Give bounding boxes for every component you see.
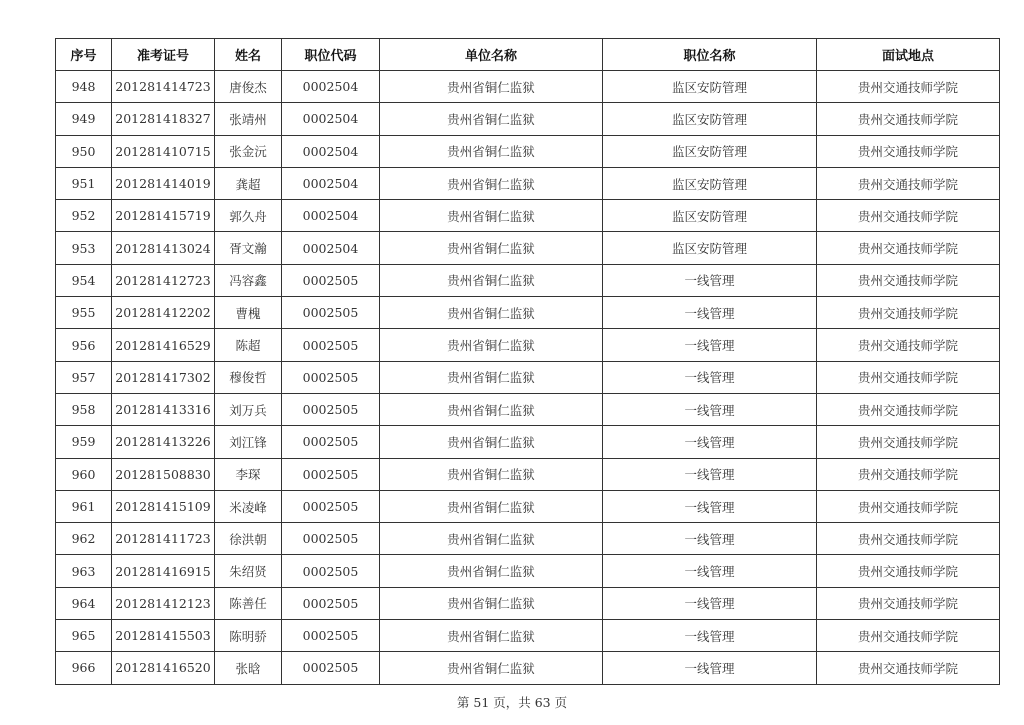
cell-name: 曹槐 xyxy=(215,297,282,329)
cell-ticket-number: 201281416520 xyxy=(112,652,215,684)
cell-ticket-number: 201281417302 xyxy=(112,361,215,393)
cell-name: 胥文瀚 xyxy=(215,232,282,264)
cell-interview-location: 贵州交通技师学院 xyxy=(817,523,1000,555)
cell-position-code: 0002504 xyxy=(282,103,380,135)
cell-unit-name: 贵州省铜仁监狱 xyxy=(380,523,603,555)
cell-interview-location: 贵州交通技师学院 xyxy=(817,587,1000,619)
cell-seq: 959 xyxy=(56,426,112,458)
cell-position-name: 一线管理 xyxy=(603,264,817,296)
cell-unit-name: 贵州省铜仁监狱 xyxy=(380,71,603,103)
cell-unit-name: 贵州省铜仁监狱 xyxy=(380,135,603,167)
cell-position-code: 0002505 xyxy=(282,490,380,522)
table-row xyxy=(56,490,1000,522)
cell-ticket-number: 201281414019 xyxy=(112,167,215,199)
page-footer: 第 51 页，共 63 页 xyxy=(456,695,568,710)
cell-seq: 961 xyxy=(56,490,112,522)
cell-position-code: 0002504 xyxy=(282,200,380,232)
cell-name: 郭久舟 xyxy=(215,200,282,232)
cell-interview-location: 贵州交通技师学院 xyxy=(817,71,1000,103)
cell-interview-location: 贵州交通技师学院 xyxy=(817,103,1000,135)
table-row xyxy=(56,329,1000,361)
cell-ticket-number: 201281412202 xyxy=(112,297,215,329)
cell-unit-name: 贵州省铜仁监狱 xyxy=(380,297,603,329)
table-row xyxy=(56,426,1000,458)
col-header-interview-location: 面试地点 xyxy=(817,39,1000,71)
cell-position-code: 0002505 xyxy=(282,264,380,296)
cell-ticket-number: 201281415109 xyxy=(112,490,215,522)
cell-position-name: 监区安防管理 xyxy=(603,232,817,264)
col-header-unit-name: 单位名称 xyxy=(380,39,603,71)
cell-interview-location: 贵州交通技师学院 xyxy=(817,458,1000,490)
cell-name: 张晗 xyxy=(215,652,282,684)
cell-name: 张靖州 xyxy=(215,103,282,135)
cell-seq: 962 xyxy=(56,523,112,555)
cell-seq: 953 xyxy=(56,232,112,264)
cell-interview-location: 贵州交通技师学院 xyxy=(817,264,1000,296)
cell-unit-name: 贵州省铜仁监狱 xyxy=(380,555,603,587)
cell-position-code: 0002505 xyxy=(282,523,380,555)
cell-position-code: 0002505 xyxy=(282,361,380,393)
col-header-name: 姓名 xyxy=(215,39,282,71)
col-header-position-code: 职位代码 xyxy=(282,39,380,71)
cell-name: 刘江锋 xyxy=(215,426,282,458)
col-header-ticket-number: 准考证号 xyxy=(112,39,215,71)
cell-seq: 949 xyxy=(56,103,112,135)
table-row xyxy=(56,232,1000,264)
cell-ticket-number: 201281416915 xyxy=(112,555,215,587)
cell-position-code: 0002505 xyxy=(282,297,380,329)
cell-ticket-number: 201281415719 xyxy=(112,200,215,232)
table-row xyxy=(56,264,1000,296)
table-row xyxy=(56,71,1000,103)
table-row xyxy=(56,167,1000,199)
cell-position-name: 一线管理 xyxy=(603,361,817,393)
cell-position-code: 0002505 xyxy=(282,587,380,619)
cell-position-name: 监区安防管理 xyxy=(603,200,817,232)
cell-position-name: 监区安防管理 xyxy=(603,71,817,103)
cell-name: 陈善任 xyxy=(215,587,282,619)
cell-name: 陈超 xyxy=(215,329,282,361)
candidate-table xyxy=(55,38,1000,685)
cell-unit-name: 贵州省铜仁监狱 xyxy=(380,232,603,264)
cell-ticket-number: 201281414723 xyxy=(112,71,215,103)
table-row xyxy=(56,135,1000,167)
cell-interview-location: 贵州交通技师学院 xyxy=(817,361,1000,393)
cell-interview-location: 贵州交通技师学院 xyxy=(817,393,1000,425)
cell-unit-name: 贵州省铜仁监狱 xyxy=(380,426,603,458)
cell-seq: 960 xyxy=(56,458,112,490)
cell-position-name: 一线管理 xyxy=(603,297,817,329)
cell-position-code: 0002505 xyxy=(282,393,380,425)
cell-unit-name: 贵州省铜仁监狱 xyxy=(380,458,603,490)
table-body xyxy=(56,71,1000,685)
table-row xyxy=(56,652,1000,684)
cell-interview-location: 贵州交通技师学院 xyxy=(817,200,1000,232)
col-header-position-name: 职位名称 xyxy=(603,39,817,71)
cell-seq: 954 xyxy=(56,264,112,296)
table-row xyxy=(56,458,1000,490)
cell-position-name: 一线管理 xyxy=(603,652,817,684)
cell-seq: 952 xyxy=(56,200,112,232)
cell-unit-name: 贵州省铜仁监狱 xyxy=(380,200,603,232)
cell-unit-name: 贵州省铜仁监狱 xyxy=(380,490,603,522)
cell-position-code: 0002505 xyxy=(282,555,380,587)
cell-position-name: 一线管理 xyxy=(603,393,817,425)
cell-position-name: 监区安防管理 xyxy=(603,167,817,199)
cell-name: 张金沅 xyxy=(215,135,282,167)
cell-position-name: 监区安防管理 xyxy=(603,135,817,167)
cell-interview-location: 贵州交通技师学院 xyxy=(817,232,1000,264)
cell-interview-location: 贵州交通技师学院 xyxy=(817,490,1000,522)
cell-ticket-number: 201281411723 xyxy=(112,523,215,555)
cell-seq: 956 xyxy=(56,329,112,361)
cell-position-code: 0002505 xyxy=(282,620,380,652)
cell-ticket-number: 201281412123 xyxy=(112,587,215,619)
cell-interview-location: 贵州交通技师学院 xyxy=(817,652,1000,684)
table-row xyxy=(56,587,1000,619)
cell-ticket-number: 201281410715 xyxy=(112,135,215,167)
cell-ticket-number: 201281415503 xyxy=(112,620,215,652)
col-header-seq: 序号 xyxy=(56,39,112,71)
cell-seq: 963 xyxy=(56,555,112,587)
cell-ticket-number: 201281413226 xyxy=(112,426,215,458)
cell-position-code: 0002505 xyxy=(282,458,380,490)
cell-seq: 957 xyxy=(56,361,112,393)
cell-position-name: 一线管理 xyxy=(603,587,817,619)
cell-position-name: 一线管理 xyxy=(603,458,817,490)
cell-seq: 951 xyxy=(56,167,112,199)
cell-name: 龚超 xyxy=(215,167,282,199)
table-row xyxy=(56,523,1000,555)
cell-name: 朱绍贤 xyxy=(215,555,282,587)
table-row xyxy=(56,393,1000,425)
cell-unit-name: 贵州省铜仁监狱 xyxy=(380,167,603,199)
cell-interview-location: 贵州交通技师学院 xyxy=(817,297,1000,329)
cell-name: 米凌峰 xyxy=(215,490,282,522)
cell-ticket-number: 201281413024 xyxy=(112,232,215,264)
cell-interview-location: 贵州交通技师学院 xyxy=(817,329,1000,361)
cell-position-name: 一线管理 xyxy=(603,555,817,587)
cell-position-code: 0002504 xyxy=(282,71,380,103)
cell-unit-name: 贵州省铜仁监狱 xyxy=(380,393,603,425)
table-row xyxy=(56,297,1000,329)
cell-unit-name: 贵州省铜仁监狱 xyxy=(380,329,603,361)
cell-position-code: 0002505 xyxy=(282,329,380,361)
cell-unit-name: 贵州省铜仁监狱 xyxy=(380,620,603,652)
cell-unit-name: 贵州省铜仁监狱 xyxy=(380,587,603,619)
table-row xyxy=(56,103,1000,135)
cell-interview-location: 贵州交通技师学院 xyxy=(817,426,1000,458)
cell-interview-location: 贵州交通技师学院 xyxy=(817,167,1000,199)
cell-unit-name: 贵州省铜仁监狱 xyxy=(380,264,603,296)
cell-seq: 966 xyxy=(56,652,112,684)
cell-name: 穆俊哲 xyxy=(215,361,282,393)
cell-interview-location: 贵州交通技师学院 xyxy=(817,620,1000,652)
cell-seq: 955 xyxy=(56,297,112,329)
cell-name: 徐洪朝 xyxy=(215,523,282,555)
cell-position-name: 一线管理 xyxy=(603,523,817,555)
cell-name: 李琛 xyxy=(215,458,282,490)
cell-name: 刘万兵 xyxy=(215,393,282,425)
cell-seq: 964 xyxy=(56,587,112,619)
cell-name: 陈明骄 xyxy=(215,620,282,652)
cell-interview-location: 贵州交通技师学院 xyxy=(817,555,1000,587)
cell-interview-location: 贵州交通技师学院 xyxy=(817,135,1000,167)
cell-position-name: 一线管理 xyxy=(603,426,817,458)
cell-name: 冯容鑫 xyxy=(215,264,282,296)
cell-position-code: 0002505 xyxy=(282,652,380,684)
cell-ticket-number: 201281416529 xyxy=(112,329,215,361)
cell-position-name: 一线管理 xyxy=(603,490,817,522)
cell-seq: 958 xyxy=(56,393,112,425)
cell-position-code: 0002505 xyxy=(282,426,380,458)
cell-unit-name: 贵州省铜仁监狱 xyxy=(380,103,603,135)
cell-position-code: 0002504 xyxy=(282,135,380,167)
cell-ticket-number: 201281508830 xyxy=(112,458,215,490)
cell-position-code: 0002504 xyxy=(282,232,380,264)
cell-position-name: 一线管理 xyxy=(603,329,817,361)
cell-position-name: 一线管理 xyxy=(603,620,817,652)
cell-name: 唐俊杰 xyxy=(215,71,282,103)
cell-unit-name: 贵州省铜仁监狱 xyxy=(380,652,603,684)
cell-seq: 948 xyxy=(56,71,112,103)
cell-ticket-number: 201281418327 xyxy=(112,103,215,135)
cell-unit-name: 贵州省铜仁监狱 xyxy=(380,361,603,393)
table-row xyxy=(56,620,1000,652)
table-row xyxy=(56,200,1000,232)
cell-seq: 950 xyxy=(56,135,112,167)
cell-ticket-number: 201281413316 xyxy=(112,393,215,425)
table-row xyxy=(56,361,1000,393)
cell-seq: 965 xyxy=(56,620,112,652)
table-header-row xyxy=(56,39,1000,71)
cell-position-code: 0002504 xyxy=(282,167,380,199)
cell-ticket-number: 201281412723 xyxy=(112,264,215,296)
table-row xyxy=(56,555,1000,587)
cell-position-name: 监区安防管理 xyxy=(603,103,817,135)
